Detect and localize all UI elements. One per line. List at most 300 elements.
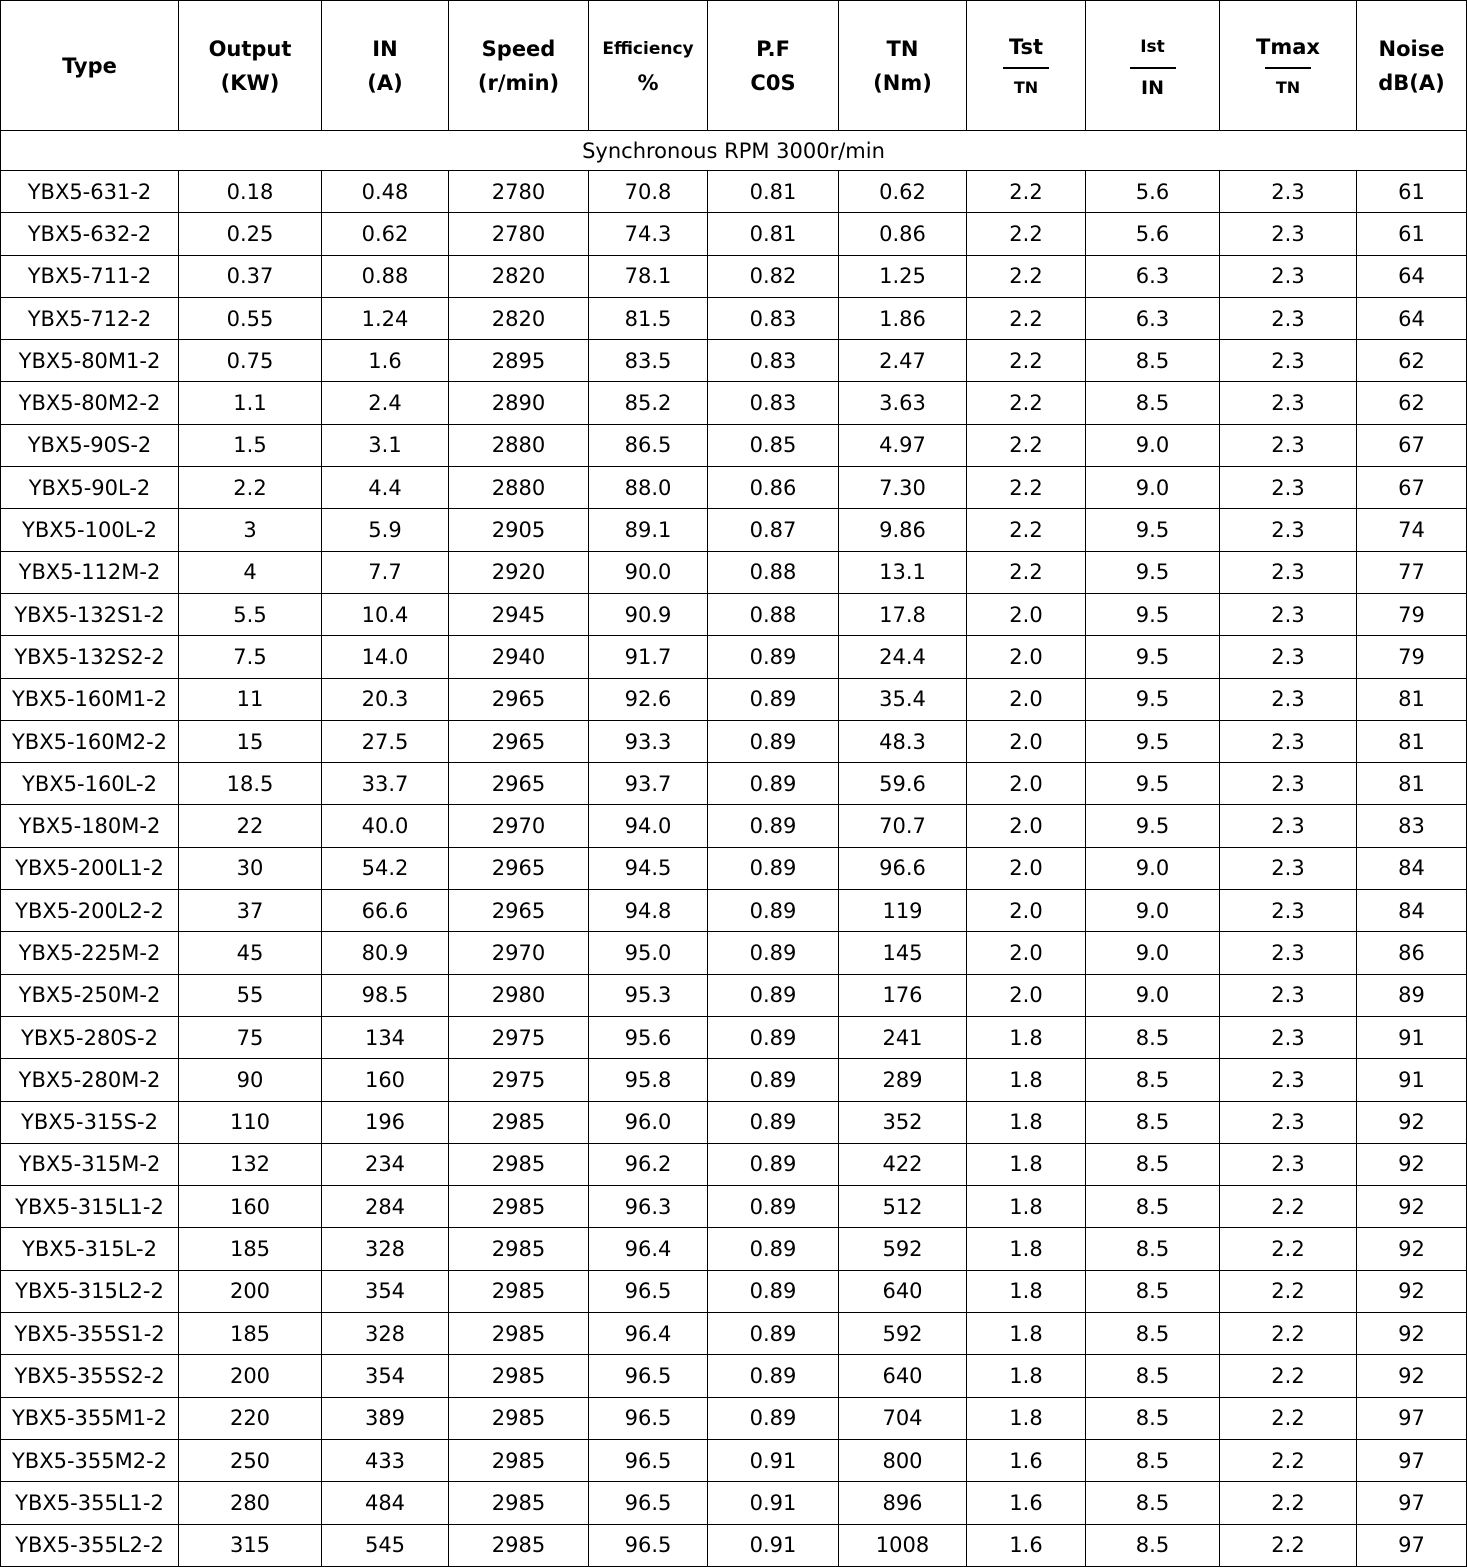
cell-tst-ratio: 2.2 [967, 255, 1086, 297]
cell-tst-ratio: 1.6 [967, 1482, 1086, 1524]
cell-output: 22 [179, 805, 322, 847]
cell-tmax-ratio: 2.2 [1220, 1186, 1357, 1228]
cell-speed: 2965 [449, 720, 589, 762]
cell-output: 185 [179, 1228, 322, 1270]
cell-tst-ratio: 2.0 [967, 763, 1086, 805]
cell-in: 4.4 [322, 467, 449, 509]
cell-noise: 74 [1357, 509, 1467, 551]
cell-in: 20.3 [322, 678, 449, 720]
cell-noise: 97 [1357, 1482, 1467, 1524]
cell-speed: 2975 [449, 1016, 589, 1058]
table-row [1, 382, 1467, 424]
cell-speed: 2965 [449, 890, 589, 932]
cell-ist-ratio: 8.5 [1086, 1059, 1220, 1101]
cell-in: 196 [322, 1101, 449, 1143]
cell-type: YBX5-711-2 [1, 255, 179, 297]
table-row [1, 297, 1467, 339]
table-row [1, 678, 1467, 720]
cell-speed: 2880 [449, 424, 589, 466]
table-row [1, 720, 1467, 762]
cell-tst-ratio: 1.8 [967, 1228, 1086, 1270]
cell-output: 250 [179, 1439, 322, 1481]
cell-tn: 24.4 [839, 636, 967, 678]
cell-noise: 79 [1357, 636, 1467, 678]
header-in: IN (A) [322, 1, 449, 131]
cell-noise: 64 [1357, 255, 1467, 297]
cell-tmax-ratio: 2.2 [1220, 1355, 1357, 1397]
cell-efficiency: 96.5 [589, 1270, 708, 1312]
cell-efficiency: 95.3 [589, 974, 708, 1016]
cell-pf: 0.88 [708, 593, 839, 635]
cell-speed: 2780 [449, 213, 589, 255]
cell-tn: 0.86 [839, 213, 967, 255]
cell-tst-ratio: 2.0 [967, 636, 1086, 678]
table-row [1, 1143, 1467, 1185]
cell-type: YBX5-132S1-2 [1, 593, 179, 635]
cell-efficiency: 96.5 [589, 1439, 708, 1481]
cell-speed: 2980 [449, 974, 589, 1016]
cell-speed: 2985 [449, 1228, 589, 1270]
cell-ist-ratio: 8.5 [1086, 1524, 1220, 1566]
cell-tn: 640 [839, 1355, 967, 1397]
cell-noise: 92 [1357, 1355, 1467, 1397]
cell-tst-ratio: 2.2 [967, 171, 1086, 213]
cell-tmax-ratio: 2.3 [1220, 1143, 1357, 1185]
cell-efficiency: 70.8 [589, 171, 708, 213]
cell-tn: 70.7 [839, 805, 967, 847]
table-row [1, 171, 1467, 213]
cell-noise: 92 [1357, 1186, 1467, 1228]
cell-type: YBX5-355S1-2 [1, 1313, 179, 1355]
cell-noise: 61 [1357, 213, 1467, 255]
cell-noise: 97 [1357, 1397, 1467, 1439]
cell-type: YBX5-80M1-2 [1, 340, 179, 382]
cell-ist-ratio: 9.0 [1086, 467, 1220, 509]
cell-pf: 0.85 [708, 424, 839, 466]
cell-in: 27.5 [322, 720, 449, 762]
cell-tn: 289 [839, 1059, 967, 1101]
cell-type: YBX5-160L-2 [1, 763, 179, 805]
cell-type: YBX5-100L-2 [1, 509, 179, 551]
cell-tst-ratio: 2.0 [967, 678, 1086, 720]
header-speed: Speed (r/min) [449, 1, 589, 131]
cell-output: 0.55 [179, 297, 322, 339]
cell-speed: 2985 [449, 1186, 589, 1228]
cell-tmax-ratio: 2.3 [1220, 340, 1357, 382]
cell-efficiency: 95.8 [589, 1059, 708, 1101]
cell-pf: 0.89 [708, 847, 839, 889]
cell-type: YBX5-315S-2 [1, 1101, 179, 1143]
cell-output: 3 [179, 509, 322, 551]
cell-tst-ratio: 2.0 [967, 805, 1086, 847]
cell-efficiency: 96.4 [589, 1228, 708, 1270]
cell-efficiency: 96.4 [589, 1313, 708, 1355]
cell-noise: 81 [1357, 678, 1467, 720]
cell-in: 66.6 [322, 890, 449, 932]
cell-tmax-ratio: 2.3 [1220, 805, 1357, 847]
cell-tn: 512 [839, 1186, 967, 1228]
cell-speed: 2905 [449, 509, 589, 551]
cell-in: 134 [322, 1016, 449, 1058]
cell-tmax-ratio: 2.3 [1220, 847, 1357, 889]
cell-noise: 89 [1357, 974, 1467, 1016]
cell-speed: 2820 [449, 255, 589, 297]
cell-tst-ratio: 2.2 [967, 424, 1086, 466]
cell-pf: 0.89 [708, 1355, 839, 1397]
cell-tn: 48.3 [839, 720, 967, 762]
cell-efficiency: 96.3 [589, 1186, 708, 1228]
cell-tn: 17.8 [839, 593, 967, 635]
cell-ist-ratio: 9.0 [1086, 847, 1220, 889]
table-row [1, 932, 1467, 974]
cell-ist-ratio: 6.3 [1086, 255, 1220, 297]
cell-output: 200 [179, 1355, 322, 1397]
cell-ist-ratio: 8.5 [1086, 1016, 1220, 1058]
table-row [1, 1397, 1467, 1439]
cell-tn: 4.97 [839, 424, 967, 466]
cell-speed: 2985 [449, 1270, 589, 1312]
cell-tst-ratio: 2.2 [967, 382, 1086, 424]
cell-pf: 0.89 [708, 1016, 839, 1058]
cell-noise: 92 [1357, 1101, 1467, 1143]
cell-efficiency: 96.5 [589, 1482, 708, 1524]
cell-speed: 2880 [449, 467, 589, 509]
cell-output: 2.2 [179, 467, 322, 509]
cell-efficiency: 96.5 [589, 1355, 708, 1397]
cell-speed: 2895 [449, 340, 589, 382]
cell-type: YBX5-200L2-2 [1, 890, 179, 932]
cell-in: 354 [322, 1355, 449, 1397]
cell-ist-ratio: 9.5 [1086, 805, 1220, 847]
cell-tmax-ratio: 2.3 [1220, 551, 1357, 593]
cell-speed: 2965 [449, 763, 589, 805]
cell-output: 5.5 [179, 593, 322, 635]
cell-tst-ratio: 1.8 [967, 1355, 1086, 1397]
cell-tst-ratio: 1.8 [967, 1313, 1086, 1355]
cell-pf: 0.82 [708, 255, 839, 297]
cell-in: 284 [322, 1186, 449, 1228]
cell-in: 5.9 [322, 509, 449, 551]
cell-tmax-ratio: 2.2 [1220, 1313, 1357, 1355]
cell-type: YBX5-160M2-2 [1, 720, 179, 762]
cell-tst-ratio: 2.0 [967, 974, 1086, 1016]
cell-pf: 0.89 [708, 763, 839, 805]
cell-tn: 145 [839, 932, 967, 974]
cell-efficiency: 92.6 [589, 678, 708, 720]
cell-efficiency: 94.5 [589, 847, 708, 889]
cell-efficiency: 96.0 [589, 1101, 708, 1143]
cell-tst-ratio: 1.8 [967, 1059, 1086, 1101]
cell-noise: 67 [1357, 467, 1467, 509]
cell-in: 545 [322, 1524, 449, 1566]
cell-pf: 0.86 [708, 467, 839, 509]
cell-ist-ratio: 6.3 [1086, 297, 1220, 339]
cell-pf: 0.89 [708, 720, 839, 762]
cell-ist-ratio: 8.5 [1086, 1143, 1220, 1185]
cell-type: YBX5-225M-2 [1, 932, 179, 974]
table-row [1, 213, 1467, 255]
cell-speed: 2965 [449, 678, 589, 720]
table-row [1, 1059, 1467, 1101]
cell-type: YBX5-355S2-2 [1, 1355, 179, 1397]
cell-noise: 62 [1357, 340, 1467, 382]
cell-output: 0.75 [179, 340, 322, 382]
cell-noise: 64 [1357, 297, 1467, 339]
cell-tmax-ratio: 2.3 [1220, 763, 1357, 805]
cell-speed: 2890 [449, 382, 589, 424]
cell-ist-ratio: 9.5 [1086, 763, 1220, 805]
cell-in: 7.7 [322, 551, 449, 593]
cell-type: YBX5-160M1-2 [1, 678, 179, 720]
cell-output: 200 [179, 1270, 322, 1312]
cell-type: YBX5-90L-2 [1, 467, 179, 509]
header-pf: P.F C0S [708, 1, 839, 131]
cell-in: 3.1 [322, 424, 449, 466]
cell-tmax-ratio: 2.2 [1220, 1482, 1357, 1524]
cell-tmax-ratio: 2.3 [1220, 255, 1357, 297]
cell-noise: 84 [1357, 847, 1467, 889]
cell-speed: 2985 [449, 1313, 589, 1355]
cell-ist-ratio: 9.5 [1086, 593, 1220, 635]
cell-tn: 241 [839, 1016, 967, 1058]
cell-tst-ratio: 2.2 [967, 467, 1086, 509]
cell-in: 80.9 [322, 932, 449, 974]
cell-tst-ratio: 1.8 [967, 1186, 1086, 1228]
cell-noise: 81 [1357, 720, 1467, 762]
cell-tst-ratio: 2.0 [967, 932, 1086, 974]
cell-ist-ratio: 9.5 [1086, 720, 1220, 762]
cell-efficiency: 96.5 [589, 1524, 708, 1566]
table-row [1, 1016, 1467, 1058]
cell-tn: 9.86 [839, 509, 967, 551]
header-tmax-ratio: Tmax TN [1220, 1, 1357, 131]
cell-noise: 92 [1357, 1313, 1467, 1355]
cell-speed: 2985 [449, 1482, 589, 1524]
cell-efficiency: 78.1 [589, 255, 708, 297]
fraction-bar [1265, 67, 1311, 69]
cell-ist-ratio: 9.5 [1086, 636, 1220, 678]
cell-output: 7.5 [179, 636, 322, 678]
fraction-bar [1130, 67, 1176, 69]
cell-pf: 0.83 [708, 340, 839, 382]
cell-tmax-ratio: 2.3 [1220, 890, 1357, 932]
cell-output: 1.1 [179, 382, 322, 424]
cell-type: YBX5-280S-2 [1, 1016, 179, 1058]
cell-in: 160 [322, 1059, 449, 1101]
cell-efficiency: 94.8 [589, 890, 708, 932]
cell-pf: 0.89 [708, 1101, 839, 1143]
table-body [1, 131, 1467, 1567]
cell-in: 234 [322, 1143, 449, 1185]
cell-pf: 0.89 [708, 932, 839, 974]
cell-type: YBX5-315L-2 [1, 1228, 179, 1270]
cell-tn: 1008 [839, 1524, 967, 1566]
cell-output: 132 [179, 1143, 322, 1185]
cell-tst-ratio: 1.6 [967, 1439, 1086, 1481]
cell-tst-ratio: 1.6 [967, 1524, 1086, 1566]
cell-speed: 2985 [449, 1524, 589, 1566]
cell-ist-ratio: 9.5 [1086, 509, 1220, 551]
cell-type: YBX5-280M-2 [1, 1059, 179, 1101]
table-row [1, 1313, 1467, 1355]
cell-efficiency: 95.0 [589, 932, 708, 974]
cell-in: 354 [322, 1270, 449, 1312]
cell-efficiency: 86.5 [589, 424, 708, 466]
cell-type: YBX5-712-2 [1, 297, 179, 339]
cell-tn: 1.86 [839, 297, 967, 339]
cell-tn: 1.25 [839, 255, 967, 297]
cell-ist-ratio: 8.5 [1086, 340, 1220, 382]
cell-efficiency: 96.2 [589, 1143, 708, 1185]
cell-pf: 0.89 [708, 805, 839, 847]
cell-pf: 0.83 [708, 382, 839, 424]
cell-pf: 0.89 [708, 1313, 839, 1355]
cell-output: 55 [179, 974, 322, 1016]
table-row [1, 1355, 1467, 1397]
cell-type: YBX5-250M-2 [1, 974, 179, 1016]
cell-tmax-ratio: 2.3 [1220, 932, 1357, 974]
section-label: Synchronous RPM 3000r/min [1, 131, 1467, 171]
cell-ist-ratio: 8.5 [1086, 1101, 1220, 1143]
cell-efficiency: 91.7 [589, 636, 708, 678]
header-type: Type [1, 1, 179, 131]
cell-in: 389 [322, 1397, 449, 1439]
cell-pf: 0.87 [708, 509, 839, 551]
cell-ist-ratio: 8.5 [1086, 1228, 1220, 1270]
header-tst-ratio: Tst TN [967, 1, 1086, 131]
cell-ist-ratio: 8.5 [1086, 1439, 1220, 1481]
cell-pf: 0.89 [708, 1397, 839, 1439]
cell-tn: 896 [839, 1482, 967, 1524]
cell-tn: 422 [839, 1143, 967, 1185]
cell-tn: 119 [839, 890, 967, 932]
cell-ist-ratio: 5.6 [1086, 213, 1220, 255]
cell-tmax-ratio: 2.3 [1220, 424, 1357, 466]
cell-output: 0.18 [179, 171, 322, 213]
cell-tmax-ratio: 2.3 [1220, 382, 1357, 424]
cell-noise: 84 [1357, 890, 1467, 932]
cell-output: 1.5 [179, 424, 322, 466]
header-noise: Noise dB(A) [1357, 1, 1467, 131]
cell-in: 10.4 [322, 593, 449, 635]
cell-efficiency: 81.5 [589, 297, 708, 339]
cell-ist-ratio: 9.5 [1086, 551, 1220, 593]
cell-ist-ratio: 8.5 [1086, 1313, 1220, 1355]
cell-type: YBX5-355L1-2 [1, 1482, 179, 1524]
cell-pf: 0.83 [708, 297, 839, 339]
cell-tmax-ratio: 2.2 [1220, 1228, 1357, 1270]
table-row [1, 1482, 1467, 1524]
cell-pf: 0.89 [708, 1143, 839, 1185]
cell-noise: 92 [1357, 1270, 1467, 1312]
cell-tn: 352 [839, 1101, 967, 1143]
cell-noise: 77 [1357, 551, 1467, 593]
cell-type: YBX5-315L2-2 [1, 1270, 179, 1312]
cell-tmax-ratio: 2.3 [1220, 509, 1357, 551]
cell-tst-ratio: 1.8 [967, 1016, 1086, 1058]
cell-tmax-ratio: 2.3 [1220, 171, 1357, 213]
table-row [1, 847, 1467, 889]
cell-pf: 0.91 [708, 1482, 839, 1524]
cell-noise: 91 [1357, 1016, 1467, 1058]
cell-output: 45 [179, 932, 322, 974]
cell-pf: 0.89 [708, 974, 839, 1016]
cell-output: 220 [179, 1397, 322, 1439]
fraction-bar [1003, 67, 1049, 69]
cell-in: 0.48 [322, 171, 449, 213]
cell-tn: 176 [839, 974, 967, 1016]
cell-pf: 0.81 [708, 171, 839, 213]
cell-type: YBX5-631-2 [1, 171, 179, 213]
cell-ist-ratio: 9.0 [1086, 424, 1220, 466]
cell-in: 0.88 [322, 255, 449, 297]
table-row [1, 593, 1467, 635]
cell-tn: 640 [839, 1270, 967, 1312]
cell-type: YBX5-355M2-2 [1, 1439, 179, 1481]
cell-tmax-ratio: 2.3 [1220, 297, 1357, 339]
cell-tn: 35.4 [839, 678, 967, 720]
cell-noise: 92 [1357, 1228, 1467, 1270]
cell-tst-ratio: 1.8 [967, 1101, 1086, 1143]
cell-speed: 2985 [449, 1101, 589, 1143]
cell-tmax-ratio: 2.3 [1220, 1016, 1357, 1058]
table-row [1, 636, 1467, 678]
table-row [1, 467, 1467, 509]
cell-pf: 0.91 [708, 1439, 839, 1481]
cell-in: 1.6 [322, 340, 449, 382]
table-row [1, 1101, 1467, 1143]
cell-tmax-ratio: 2.3 [1220, 213, 1357, 255]
cell-tmax-ratio: 2.3 [1220, 720, 1357, 762]
cell-output: 315 [179, 1524, 322, 1566]
cell-pf: 0.89 [708, 1270, 839, 1312]
cell-type: YBX5-315L1-2 [1, 1186, 179, 1228]
cell-noise: 62 [1357, 382, 1467, 424]
cell-tn: 0.62 [839, 171, 967, 213]
table-row [1, 340, 1467, 382]
cell-speed: 2970 [449, 932, 589, 974]
table-row [1, 1524, 1467, 1566]
cell-efficiency: 93.3 [589, 720, 708, 762]
cell-pf: 0.89 [708, 636, 839, 678]
cell-output: 11 [179, 678, 322, 720]
cell-output: 18.5 [179, 763, 322, 805]
cell-noise: 67 [1357, 424, 1467, 466]
cell-pf: 0.89 [708, 1228, 839, 1270]
cell-output: 110 [179, 1101, 322, 1143]
cell-tn: 96.6 [839, 847, 967, 889]
cell-tn: 704 [839, 1397, 967, 1439]
cell-efficiency: 90.9 [589, 593, 708, 635]
cell-tmax-ratio: 2.3 [1220, 593, 1357, 635]
cell-tn: 7.30 [839, 467, 967, 509]
cell-type: YBX5-90S-2 [1, 424, 179, 466]
cell-noise: 91 [1357, 1059, 1467, 1101]
cell-type: YBX5-632-2 [1, 213, 179, 255]
cell-pf: 0.89 [708, 1059, 839, 1101]
cell-tst-ratio: 1.8 [967, 1270, 1086, 1312]
cell-ist-ratio: 8.5 [1086, 1270, 1220, 1312]
cell-output: 0.25 [179, 213, 322, 255]
cell-ist-ratio: 5.6 [1086, 171, 1220, 213]
cell-speed: 2820 [449, 297, 589, 339]
cell-efficiency: 90.0 [589, 551, 708, 593]
cell-tst-ratio: 2.0 [967, 593, 1086, 635]
cell-speed: 2985 [449, 1143, 589, 1185]
cell-speed: 2945 [449, 593, 589, 635]
cell-output: 0.37 [179, 255, 322, 297]
cell-ist-ratio: 9.5 [1086, 678, 1220, 720]
